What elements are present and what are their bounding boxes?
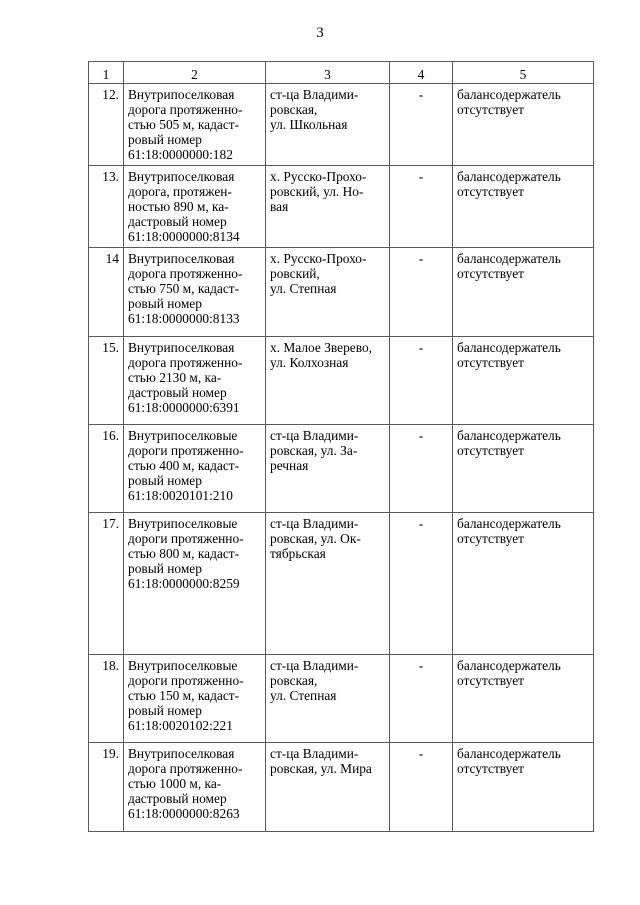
row-number: 17. — [89, 513, 124, 655]
col4-value: - — [390, 166, 453, 248]
header-col-5: 5 — [453, 62, 594, 84]
road-address: х. Русско-Прохо- ровский, ул. Степная — [266, 248, 390, 337]
col4-value: - — [390, 425, 453, 513]
col4-value: - — [390, 743, 453, 832]
row-number: 16. — [89, 425, 124, 513]
row-number: 19. — [89, 743, 124, 832]
row-number: 15. — [89, 337, 124, 425]
road-address: х. Русско-Прохо- ровский, ул. Но- вая — [266, 166, 390, 248]
row-number: 14 — [89, 248, 124, 337]
road-name: Внутрипоселковые дороги протяженно- стью 400 м, кадаст- ровый номер 61:18:0020101:210 — [124, 425, 266, 513]
road-address: ст-ца Владими- ровская, ул. Мира — [266, 743, 390, 832]
road-address: ст-ца Владими- ровская, ул. Ок- тябрьская — [266, 513, 390, 655]
balance-holder: балансодержатель отсутствует — [453, 337, 594, 425]
header-col-4: 4 — [390, 62, 453, 84]
road-name: Внутрипоселковая дорога протяженно- стью 2130 м, ка- дастровый номер 61:18:0000000:6391 — [124, 337, 266, 425]
balance-holder: балансодержатель отсутствует — [453, 166, 594, 248]
header-col-2: 2 — [124, 62, 266, 84]
balance-holder: балансодержатель отсутствует — [453, 513, 594, 655]
road-address: ст-ца Владими- ровская, ул. За- речная — [266, 425, 390, 513]
table-row — [89, 513, 594, 655]
road-name: Внутрипоселковые дороги протяженно- стью 800 м, кадаст- ровый номер 61:18:0000000:8259 — [124, 513, 266, 655]
road-address: ст-ца Владими- ровская, ул. Степная — [266, 655, 390, 743]
table-row — [89, 425, 594, 513]
header-col-3: 3 — [266, 62, 390, 84]
balance-holder: балансодержатель отсутствует — [453, 425, 594, 513]
road-name: Внутрипоселковая дорога протяженно- стью 750 м, кадаст- ровый номер 61:18:0000000:8133 — [124, 248, 266, 337]
table-row — [89, 655, 594, 743]
road-registry-table — [88, 61, 594, 832]
col4-value: - — [390, 248, 453, 337]
balance-holder: балансодержатель отсутствует — [453, 248, 594, 337]
header-row — [89, 62, 594, 84]
row-number: 12. — [89, 84, 124, 166]
col4-value: - — [390, 337, 453, 425]
row-number: 18. — [89, 655, 124, 743]
header-col-1: 1 — [89, 62, 124, 84]
col4-value: - — [390, 655, 453, 743]
balance-holder: балансодержатель отсутствует — [453, 743, 594, 832]
col4-value: - — [390, 84, 453, 166]
table-row — [89, 84, 594, 166]
table-row — [89, 248, 594, 337]
road-address: ст-ца Владими- ровская, ул. Школьная — [266, 84, 390, 166]
table-row — [89, 166, 594, 248]
balance-holder: балансодержатель отсутствует — [453, 655, 594, 743]
road-name: Внутрипоселковая дорога, протяжен- ностью 890 м, ка- дастровый номер 61:18:0000000:8134 — [124, 166, 266, 248]
road-name: Внутрипоселковые дороги протяженно- стью 150 м, кадаст- ровый номер 61:18:0020102:221 — [124, 655, 266, 743]
road-name: Внутрипоселковая дорога протяженно- стью 505 м, кадаст- ровый номер 61:18:0000000:182 — [124, 84, 266, 166]
road-name: Внутрипоселковая дорога протяженно- стью 1000 м, ка- дастровый номер 61:18:0000000:8263 — [124, 743, 266, 832]
road-address: х. Малое Зверево, ул. Колхозная — [266, 337, 390, 425]
table-row — [89, 337, 594, 425]
col4-value: - — [390, 513, 453, 655]
table-row — [89, 743, 594, 832]
page-number: 3 — [316, 25, 324, 41]
balance-holder: балансодержатель отсутствует — [453, 84, 594, 166]
row-number: 13. — [89, 166, 124, 248]
